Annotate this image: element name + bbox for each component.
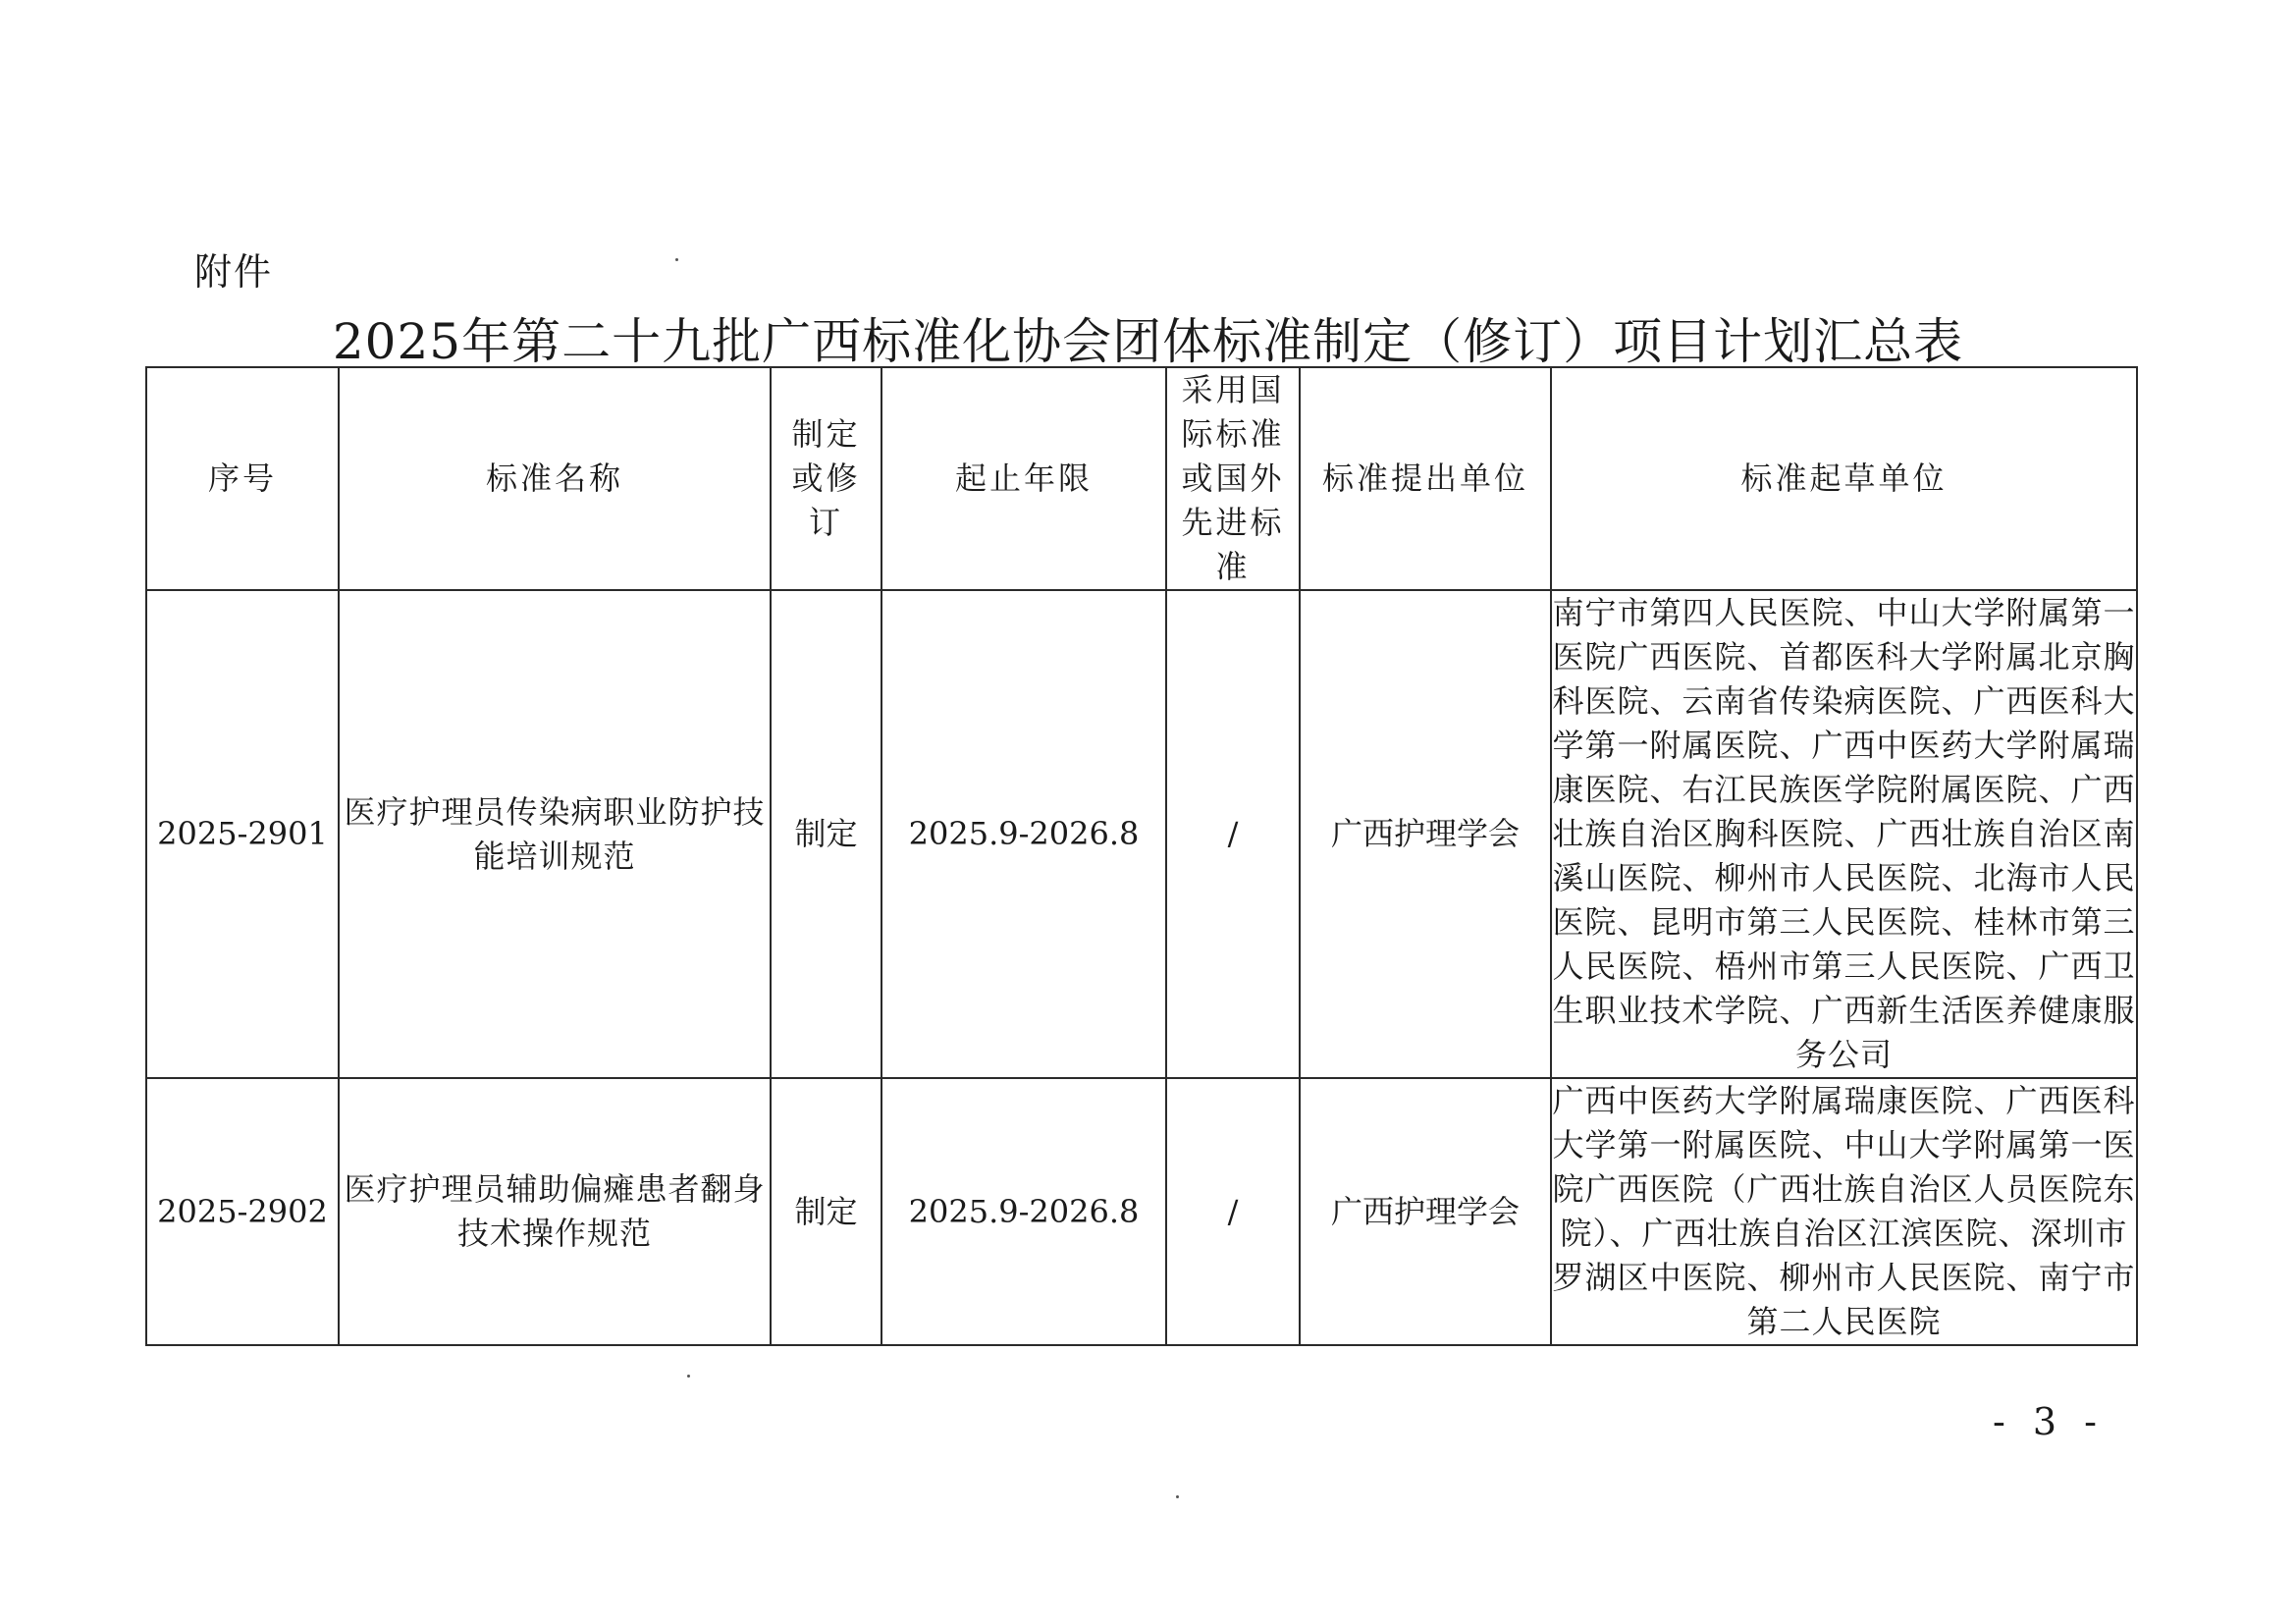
attachment-label: 附件 [194,250,274,294]
cell-adopt: / [1166,590,1300,1078]
cell-standard-name: 医疗护理员传染病职业防护技能培训规范 [339,590,771,1078]
cell-type: 制定 [771,590,881,1078]
page-number: - 3 - [1993,1400,2106,1443]
header-serial: 序号 [146,367,339,590]
header-proposer: 标准提出单位 [1300,367,1551,590]
header-period: 起止年限 [881,367,1166,590]
cell-standard-name: 医疗护理员辅助偏瘫患者翻身技术操作规范 [339,1078,771,1345]
scan-speck [675,258,678,261]
cell-period: 2025.9-2026.8 [881,590,1166,1078]
table-row [146,1078,2137,1345]
cell-period: 2025.9-2026.8 [881,1078,1166,1345]
cell-proposer: 广西护理学会 [1300,590,1551,1078]
cell-adopt: / [1166,1078,1300,1345]
cell-serial: 2025-2902 [146,1078,339,1345]
scan-speck [1176,1495,1179,1498]
document-title: 2025年第二十九批广西标准化协会团体标准制定（修订）项目计划汇总表 [332,313,1964,370]
table-header-row [146,367,2137,590]
cell-drafter: 南宁市第四人民医院、中山大学附属第一医院广西医院、首都医科大学附属北京胸科医院、云南省传染病医院、广西医科大学第一附属医院、广西中医药大学附属瑞康医院、右江民族医学院附属医院、广西壮族自治区胸科医院、广西壮族自治区南溪山医院、柳州市人民医院、北海市人民医院、昆明市第三人民医院、桂林市第三人民医院、梧州市第三人民医院、广西卫生职业技术学院、广西新生活医养健康服务公司 [1551,590,2137,1078]
project-plan-table [145,366,2138,1346]
cell-type: 制定 [771,1078,881,1345]
header-type: 制定或修订 [771,367,881,590]
header-drafter: 标准起草单位 [1551,367,2137,590]
cell-serial: 2025-2901 [146,590,339,1078]
cell-drafter: 广西中医药大学附属瑞康医院、广西医科大学第一附属医院、中山大学附属第一医院广西医院（广西壮族自治区人员医院东院）、广西壮族自治区江滨医院、深圳市罗湖区中医院、柳州市人民医院、南宁市第二人民医院 [1551,1078,2137,1345]
header-adopt: 采用国际标准或国外先进标准 [1166,367,1300,590]
scan-speck [687,1375,690,1378]
table-row [146,590,2137,1078]
header-standard-name: 标准名称 [339,367,771,590]
cell-proposer: 广西护理学会 [1300,1078,1551,1345]
